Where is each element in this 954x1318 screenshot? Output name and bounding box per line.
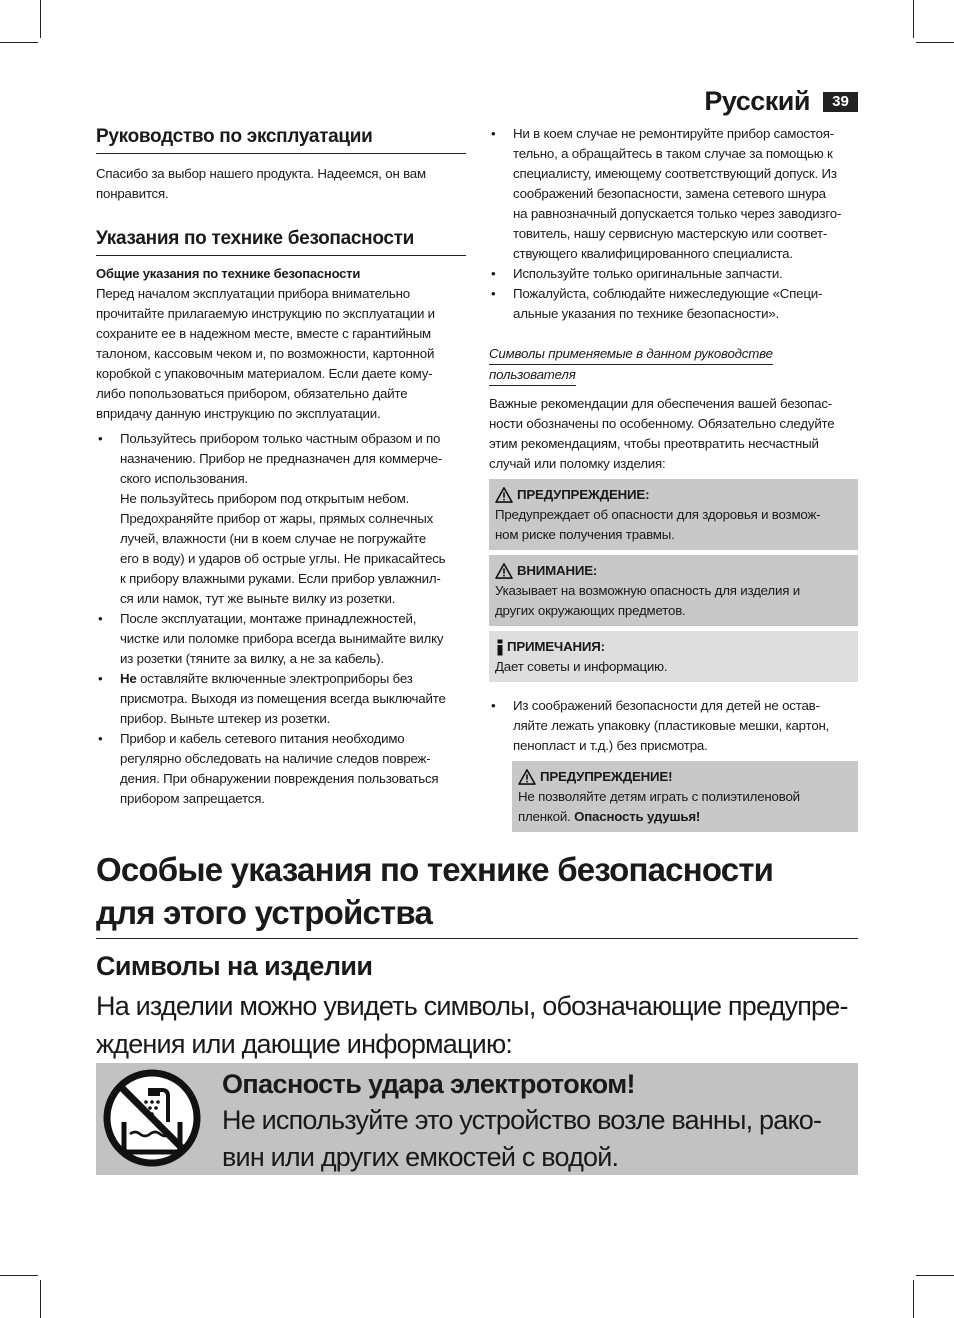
bullet: • [491,266,496,281]
bullet: • [98,431,103,446]
info-icon [495,639,505,656]
text-line: прибором запрещается. [120,791,265,806]
crop-mark [916,42,954,43]
crop-mark [916,1275,954,1276]
text-line: ствующего квалифицированного специалиста. [513,246,793,261]
text-line: ждения или дающие информацию: [96,1029,513,1059]
text-line: талоном, кассовым чеком и, по возможности, картонной [96,346,435,361]
text-line: пользователя [489,365,576,386]
product-symbols-title: Символы на изделии [96,951,373,981]
text-line: Указывает на возможную опасность для изделия и [495,583,800,598]
general-safety-subheading: Общие указания по технике безопасности [96,266,361,281]
text-line: дения. При обнаружении повреждения пользоваться [120,771,439,786]
text-line: прочитайте прилагаемую инструкцию по эксплуатации и [96,306,435,321]
text-line: чистке или поломке прибора всегда вынимайте вилку [120,631,444,646]
text-line: ся или намок, тут же выньте вилку из розетки. [120,591,396,606]
text-line: Ни в коем случае не ремонтируйте прибор самостоя- [513,126,835,141]
text-line: сохраните ее в надежном месте, вместе с гарантийным [96,326,431,341]
bullet: • [491,698,496,713]
suffocation-warning: Опасность удушья! [574,809,701,824]
text-line: Предупреждает об опасности для здоровья и возмож- [495,507,821,522]
bullet: • [98,671,103,686]
text-line: на равнозначный допускается только через заводизго- [513,206,842,221]
crop-mark [40,1280,41,1318]
list-item [489,696,858,756]
text-line: либо попользоваться прибором, обязательно дайте [96,386,408,401]
text-line: Важные рекомендации для обеспечения вашей безопас- [489,396,833,411]
list-item [489,124,858,264]
list-item [489,264,858,284]
product-symbols-intro [96,987,858,1063]
text-line: пленкой. [518,809,575,824]
text-line: ляйте лежать упаковку (пластиковые мешки, картон, [513,718,830,733]
list-item [96,729,466,809]
list-item [96,429,466,609]
text-line: впридачу данную инструкцию по эксплуатации. [96,406,381,421]
text-line: Используйте только оригинальные запчасти. [513,266,783,281]
bullet: • [98,611,103,626]
page-number: 39 [823,92,858,112]
warning-title: ПРЕДУПРЕЖДЕНИЕ! [540,769,673,784]
text-line: для этого устройства [96,894,433,931]
text-line: прибор. Выньте штекер из розетки. [120,711,331,726]
text-line: к прибору влажными руками. Если прибор увлажнил- [120,571,441,586]
no-water-shock-icon [100,1066,204,1170]
text-line: ского использования. [120,471,249,486]
caution-box [489,555,858,626]
text-line: Перед началом эксплуатации прибора внимательно [96,286,410,301]
text-line: товитель, нашу сервисную мастерскую или соответ- [513,226,828,241]
text-line: альные указания по технике безопасности». [513,306,779,321]
text-line: вин или других емкостей с водой. [222,1142,619,1172]
bullet: • [98,731,103,746]
text-line: Не пользуйтесь прибором под открытым небом. [120,491,410,506]
text-line: назначению. Прибор не предназначен для коммерче- [120,451,443,466]
safety-heading: Указания по технике безопасности [96,226,466,256]
bullet: • [491,286,496,301]
note-title: ПРИМЕЧАНИЯ: [507,639,605,654]
text-line: Не используйте это устройство возле ванны, рако- [222,1105,822,1135]
text-line: Дает советы и информацию. [495,659,668,674]
special-safety-section [96,848,858,1063]
text-line: оставляйте включенные электроприборы без [136,671,413,686]
text-line: ности обозначены по особенному. Обязательно следуйте [489,416,835,431]
text-line: из розетки (тяните за вилку, а не за кабель). [120,651,384,666]
text-line: Не позволяйте детям играть с полиэтиленовой [518,789,800,804]
warning-triangle-icon [495,487,513,503]
special-safety-title [96,848,858,939]
child-warning-box [512,761,858,832]
text-line: понравится. [96,186,169,201]
text-line: присмотра. Выходя из помещения всегда выключайте [120,691,446,706]
bold-word: Не [120,671,137,686]
crop-mark [0,1275,38,1276]
text-line: Пользуйтесь прибором только частным образом и по [120,431,441,446]
text-line: лучей, влажности (ни в коем случае не погружайте [120,531,427,546]
text-line: его в воду) и ударов об острые углы. Не прикасайтесь [120,551,446,566]
list-item [96,669,466,729]
list-item [489,284,858,324]
crop-mark [913,0,914,38]
text-line: пенопласт и т.д.) без присмотра. [513,738,708,753]
crop-mark [913,1280,914,1318]
text-line: тельно, а обращайтесь в таком случае за помощью к [513,146,833,161]
crop-mark [40,0,41,38]
text-line: ном риске получения травмы. [495,527,675,542]
text-line: других окружающих предметов. [495,603,686,618]
warning-triangle-icon [495,563,513,579]
shock-title: Опасность удара электротоком! [222,1069,635,1099]
symbols-subheading [489,344,858,386]
text-line: Символы применяемые в данном руководстве [489,344,773,365]
symbols-intro [489,394,858,474]
text-line: регулярно обследовать на наличие следов повреж- [120,751,431,766]
warning-triangle-icon [518,769,536,785]
manual-heading: Руководство по эксплуатации [96,124,466,154]
caution-title: ВНИМАНИЕ: [517,563,598,578]
right-column [489,124,858,832]
text-line: специалисту, имеющему соответствующий допуск. Из [513,166,837,181]
left-column [96,124,466,809]
text-line: На изделии можно увидеть символы, обозначающие предупре- [96,991,848,1021]
text-line: Пожалуйста, соблюдайте нижеследующие «Специ- [513,286,823,301]
list-item [96,609,466,669]
text-line: Спасибо за выбор нашего продукта. Надеемся, он вам [96,166,426,181]
electric-shock-box [96,1063,858,1175]
text-line: Предохраняйте прибор от жары, прямых солнечных [120,511,434,526]
language-label: Русский [704,86,810,116]
note-box [489,631,858,682]
shock-text [222,1102,852,1176]
general-safety-text [96,284,466,424]
text-line: случай или поломку изделия: [489,456,666,471]
text-line: Из соображений безопасности для детей не остав- [513,698,820,713]
text-line: После эксплуатации, монтаже принадлежностей, [120,611,417,626]
crop-mark [0,42,38,43]
warning-title: ПРЕДУПРЕЖДЕНИЕ: [517,487,650,502]
text-line: Прибор и кабель сетевого питания необходимо [120,731,405,746]
text-line: коробкой с упаковочным материалом. Если даете кому- [96,366,433,381]
intro-text [96,164,466,204]
warning-box [489,479,858,550]
bullet: • [491,126,496,141]
text-line: соображений безопасности, замена сетевого шнура [513,186,826,201]
text-line: этим рекомендациям, чтобы преотвратить несчастный [489,436,819,451]
text-line: Особые указания по технике безопасности [96,851,774,888]
